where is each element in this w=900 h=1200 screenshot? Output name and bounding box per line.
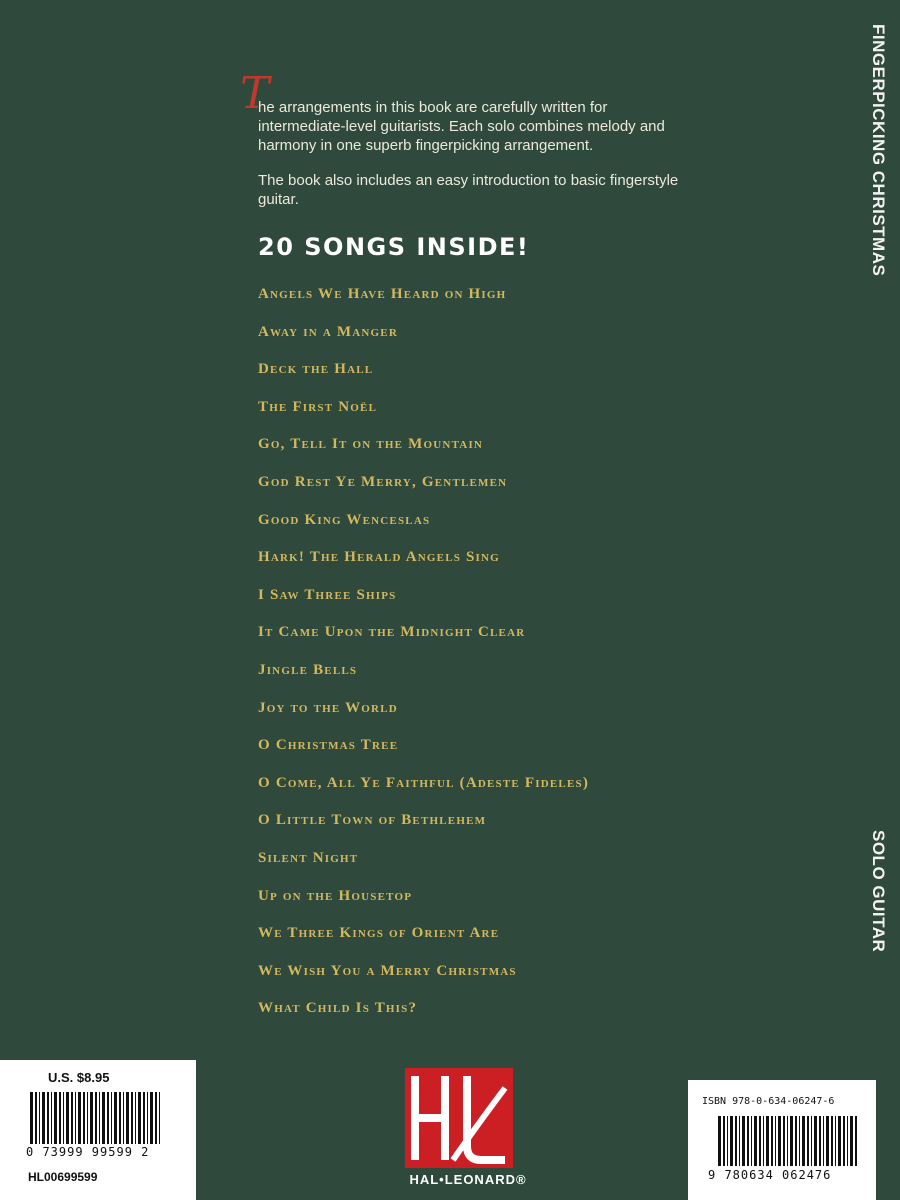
upc-barcode-icon [30,1092,162,1144]
song-item: God Rest Ye Merry, Gentlemen [258,473,508,490]
song-item: Angels We Have Heard on High [258,286,507,302]
price-barcode-box [0,1060,196,1200]
song-item: Silent Night [258,849,359,866]
song-item: Joy to the World [258,699,398,716]
item-code: HL00699599 [28,1170,98,1184]
song-list [258,284,678,1036]
intro-paragraph-1-text: he arrangements in this book are carefully written for intermediate-level guitarists. Each solo combines melody and harmony in one superb fingerpicking arrangement. [258,99,665,154]
spine-subtitle: SOLO GUITAR [869,830,888,953]
song-item: We Three Kings of Orient Are [258,925,500,942]
isbn-barcode-box [688,1080,876,1200]
song-item: Deck the Hall [258,361,374,378]
publisher-logo [388,1068,548,1200]
song-item: O Come, All Ye Faithful (Adeste Fideles) [258,774,590,791]
song-item: O Christmas Tree [258,737,399,754]
song-item: The First Noël [258,398,378,415]
upc-digits: 0 73999 99599 2 [26,1145,150,1159]
intro-block [240,68,688,225]
spine-title: FINGERPICKING CHRISTMAS [869,24,888,277]
intro-paragraph-2: The book also includes an easy introduction to basic fingerstyle guitar. [258,172,679,208]
song-item: Good King Wenceslas [258,511,431,528]
hal-leonard-logo-icon [405,1068,513,1168]
isbn-barcode-icon [718,1116,858,1166]
songs-heading: 20 SONGS INSIDE! [258,233,530,261]
isbn-digits: 9 780634 062476 [708,1168,832,1182]
song-item: Hark! The Herald Angels Sing [258,549,500,566]
price-label: U.S. $8.95 [48,1070,110,1085]
song-item: I Saw Three Ships [258,586,397,603]
dropcap-letter: T [240,68,270,119]
song-item: Up on the Housetop [258,887,413,904]
song-item: Jingle Bells [258,661,358,678]
publisher-name: HAL•LEONARD® [409,1172,527,1187]
isbn-label: ISBN 978-0-634-06247-6 [702,1096,835,1107]
song-item: Away in a Manger [258,323,398,340]
song-item: We Wish You a Merry Christmas [258,962,517,979]
song-item: It Came Upon the Midnight Clear [258,624,526,641]
intro-paragraph-1 [258,70,688,155]
song-item: Go, Tell It on the Mountain [258,436,484,453]
song-item: What Child Is This? [258,1000,418,1017]
song-item: O Little Town of Bethlehem [258,812,487,829]
